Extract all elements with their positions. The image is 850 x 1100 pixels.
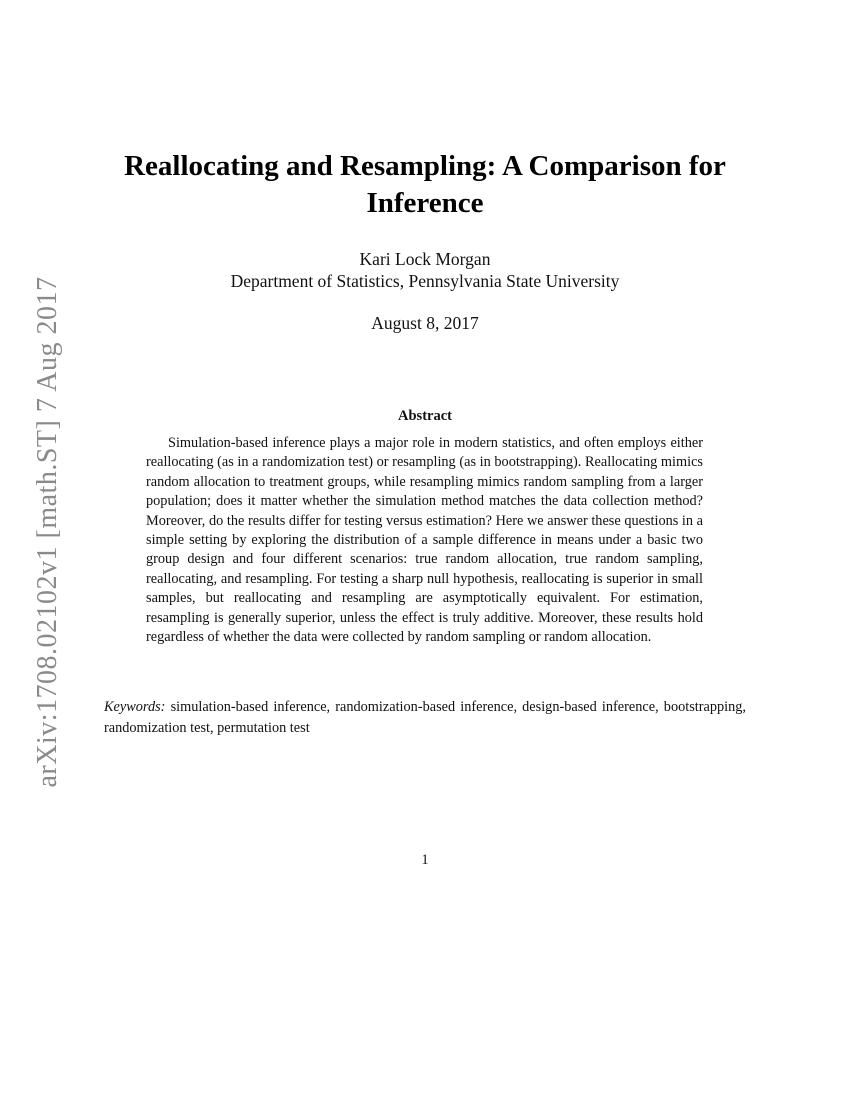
arxiv-identifier-stamp: arXiv:1708.02102v1 [math.ST] 7 Aug 2017 bbox=[32, 276, 63, 788]
keywords-paragraph bbox=[104, 697, 746, 739]
abstract-body: Simulation-based inference plays a major role in modern statistics, and often employs either reallocating (as in a randomization test) or resampling (as in bootstrapping). Reallocating mimics random allocation to treatment groups, while resampling mimics random sampling from a larger population; does it matter whether the simulation method matches the data collection method? Moreover, do the results differ for testing versus estimation? Here we answer these questions in a simple setting by exploring the distribution of a sample difference in means under a basic two group design and four different scenarios: true random allocation, true random sampling, reallocating, and resampling. For testing a sharp null hypothesis, reallocating is superior in small samples, but reallocating and resampling are asymptotically equivalent. For estimation, resampling is generally superior, unless the effect is truly additive. Moreover, these results hold regardless of whether the data were collected by random sampling or random allocation. bbox=[146, 435, 703, 646]
author-affiliation: Department of Statistics, Pennsylvania State University bbox=[230, 271, 620, 291]
page-number: 1 bbox=[421, 852, 429, 868]
paper-date: August 8, 2017 bbox=[371, 313, 479, 333]
keywords-list: simulation-based inference, randomization-based inference, design-based inference, bootstrapping, randomization test, permutation test bbox=[104, 699, 746, 736]
abstract-heading: Abstract bbox=[398, 408, 452, 424]
author-name: Kari Lock Morgan bbox=[359, 249, 491, 269]
paper-title: Reallocating and Resampling: A Comparison for Inference bbox=[124, 150, 726, 219]
keywords-label: Keywords: bbox=[104, 699, 166, 715]
